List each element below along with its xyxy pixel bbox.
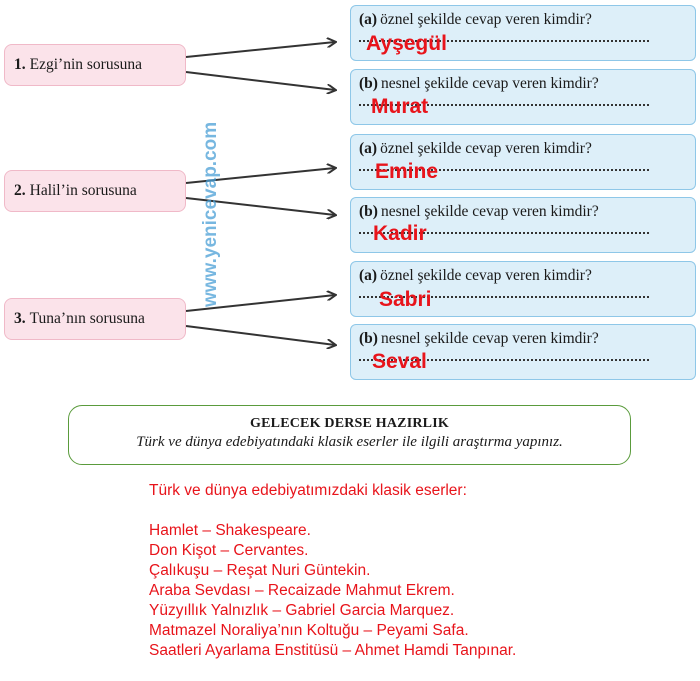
q1b-text: nesnel şekilde cevap veren kimdir? [380,75,599,92]
q1a-text: öznel şekilde cevap veren kimdir? [380,11,592,28]
arrow-1a [186,42,335,57]
q1b-letter: (b) [359,75,378,92]
answer-2b: Kadir [373,222,427,245]
arrow-3b [186,326,335,345]
row-3-number: 3. [14,310,26,327]
classics-list [149,481,516,661]
watermark-text: www.yenicevap.com [200,121,221,307]
q3b-letter: (b) [359,330,378,347]
classic-item: Don Kişot – Cervantes. [149,542,309,559]
watermark [188,85,228,315]
answer-3b: Seval [372,350,427,373]
q2b-letter: (b) [359,203,378,220]
classics-heading: Türk ve dünya edebiyatımızdaki klasik eserler: [149,482,467,499]
row-1-text: Ezgi’nin sorusuna [29,56,142,73]
row-2-text: Halil’in sorusuna [29,182,137,199]
row-2-label [4,170,186,212]
q3a-text: öznel şekilde cevap veren kimdir? [380,267,592,284]
classic-item: Çalıkuşu – Reşat Nuri Güntekin. [149,562,371,579]
q2a-letter: (a) [359,140,378,157]
row-2-number: 2. [14,182,26,199]
q3b-text: nesnel şekilde cevap veren kimdir? [380,330,599,347]
q2b-text: nesnel şekilde cevap veren kimdir? [380,203,599,220]
preparation-instruction: Türk ve dünya edebiyatındaki klasik eserler ile ilgili araştırma yapınız. [136,434,563,450]
preparation-title: GELECEK DERSE HAZIRLIK [250,416,449,431]
q2a-text: öznel şekilde cevap veren kimdir? [380,140,592,157]
row-1-number: 1. [14,56,26,73]
q3a-letter: (a) [359,267,378,284]
answer-2a: Emine [375,160,439,183]
classic-item: Saatleri Ayarlama Enstitüsü – Ahmet Hamdi Tanpınar. [149,642,517,659]
preparation-box [68,405,631,465]
classic-item: Matmazel Noraliya’nın Koltuğu – Peyami Safa. [149,622,469,639]
q1a-letter: (a) [359,11,378,28]
row-3-text: Tuna’nın sorusuna [29,310,145,327]
classic-item: Araba Sevdası – Recaizade Mahmut Ekrem. [149,582,455,599]
answer-1a: Ayşegül [366,32,447,55]
row-3-label [4,298,186,340]
row-1-label [4,44,186,86]
classic-item: Yüzyıllık Yalnızlık – Gabriel Garcia Marquez. [149,602,455,619]
classic-item: Hamlet – Shakespeare. [149,522,311,539]
answer-1b: Murat [371,95,429,118]
answer-3a: Sabri [379,288,432,311]
